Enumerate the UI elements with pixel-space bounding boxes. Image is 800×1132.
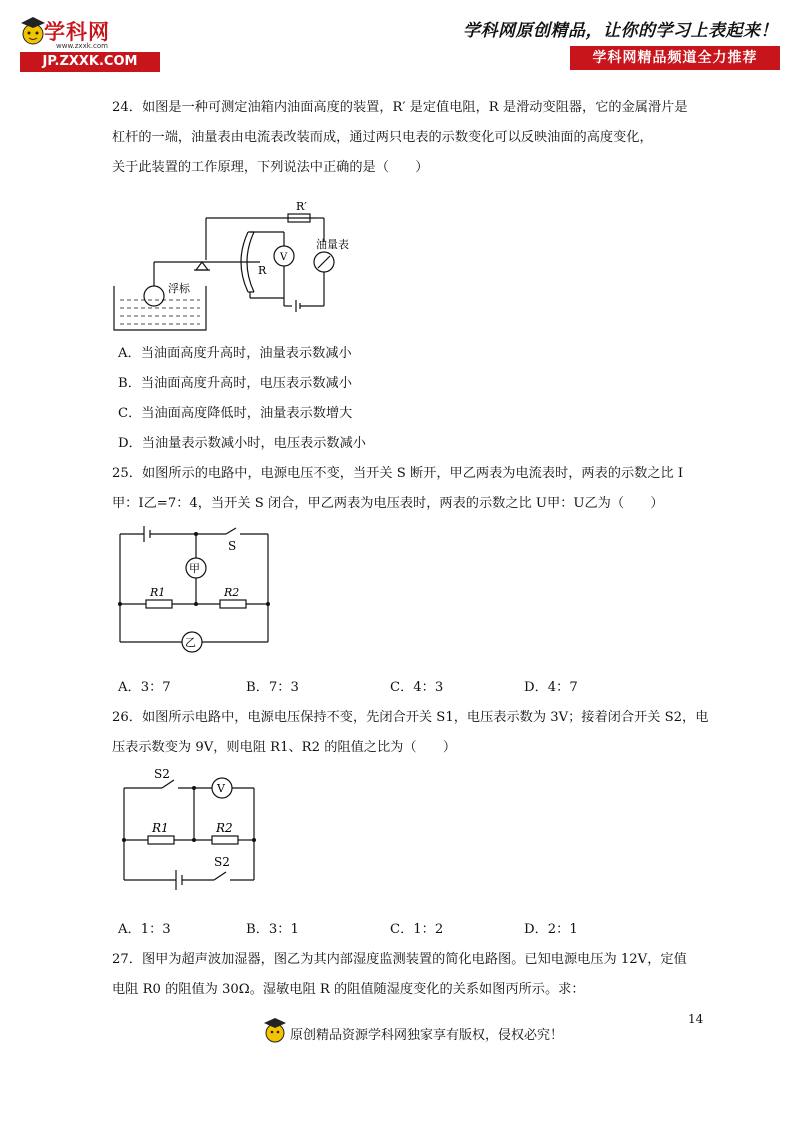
q27-line1: 27．图甲为超声波加湿器，图乙为其内部湿度监测装置的简化电路图。已知电源电压为 12V，定值 <box>112 952 687 967</box>
q26-line1: 26．如图所示电路中，电源电压保持不变，先闭合开关 S1，电压表示数为 3V；接着闭合开关 S2，电 <box>112 710 709 725</box>
q26-option-b: B．3：1 <box>246 922 299 937</box>
q26-circuit-figure <box>118 764 268 894</box>
q24-v-label: V <box>280 252 288 263</box>
q25-option-d: D．4：7 <box>524 680 578 695</box>
q26-option-d: D．2：1 <box>524 922 578 937</box>
q24-line1: 24．如图是一种可测定油箱内油面高度的装置，R′ 是定值电阻，R 是滑动变阻器，它的金属滑片是 <box>112 100 688 115</box>
q25-circuit-figure <box>116 520 276 660</box>
q26-line2: 压表示数变为 9V，则电阻 R1、R2 的阻值之比为（ ） <box>112 740 457 755</box>
q26-s2-top-label: S2 <box>154 767 170 781</box>
channel-banner: 学科网精品频道全力推荐 <box>570 46 780 70</box>
footer-copyright: 原创精品资源学科网独家享有版权，侵权必究！ <box>290 1028 564 1043</box>
q25-r1-label: R1 <box>150 586 166 599</box>
q25-option-a: A．3：7 <box>118 680 171 695</box>
logo-url: JP.ZXXK.COM <box>20 52 160 72</box>
q25-s-label: S <box>228 539 237 553</box>
q26-option-a: A．1：3 <box>118 922 171 937</box>
q24-r-label: R <box>258 264 267 277</box>
q26-option-c: C．1：2 <box>390 922 444 937</box>
q24-float-label: 浮标 <box>168 282 190 295</box>
q24-oil-gauge-figure <box>110 188 380 338</box>
q25-r2-label: R2 <box>224 586 240 599</box>
header-slogan: 学科网原创精品，让你的学习上表起来！ <box>463 21 778 41</box>
q26-r1-label: R1 <box>152 821 169 835</box>
q24-line2: 杠杆的一端，油量表由电流表改装而成，通过两只电表的示数变化可以反映油面的高度变化， <box>112 130 653 145</box>
q24-gauge-label: 油量表 <box>316 238 349 251</box>
q26-v-label: V <box>217 782 225 795</box>
q26-r2-label: R2 <box>216 821 233 835</box>
q25-option-c: C．4：3 <box>390 680 444 695</box>
q25-line1: 25．如图所示的电路中，电源电压不变，当开关 S 断开，甲乙两表为电流表时，两表的示数之比 I <box>112 466 684 481</box>
footer-mascot-icon <box>262 1016 288 1046</box>
logo-small-url: www.zxxk.com <box>56 42 108 50</box>
q25-line2: 甲：I乙=7：4，当开关 S 闭合，甲乙两表为电压表时，两表的示数之比 U甲：U乙为（ ） <box>112 496 664 511</box>
q25-yi-label: 乙 <box>185 636 196 649</box>
q25-jia-label: 甲 <box>189 562 200 575</box>
q26-s2-bottom-label: S2 <box>214 855 230 869</box>
q24-option-c: C．当油面高度降低时，油量表示数增大 <box>118 406 353 421</box>
q24-r-prime-label: R′ <box>296 200 307 213</box>
q24-line3: 关于此装置的工作原理，下列说法中正确的是（ ） <box>112 160 429 175</box>
q24-option-d: D．当油量表示数减小时，电压表示数减小 <box>118 436 366 451</box>
q27-line2: 电阻 R0 的阻值为 30Ω。湿敏电阻 R 的阻值随湿度变化的关系如图丙所示。求： <box>112 982 585 997</box>
q25-option-b: B．7：3 <box>246 680 299 695</box>
q24-option-b: B．当油面高度升高时，电压表示数减小 <box>118 376 352 391</box>
page-number: 14 <box>688 1012 704 1026</box>
q24-option-a: A．当油面高度升高时，油量表示数减小 <box>118 346 352 361</box>
logo-text: 学科网 <box>44 20 110 44</box>
